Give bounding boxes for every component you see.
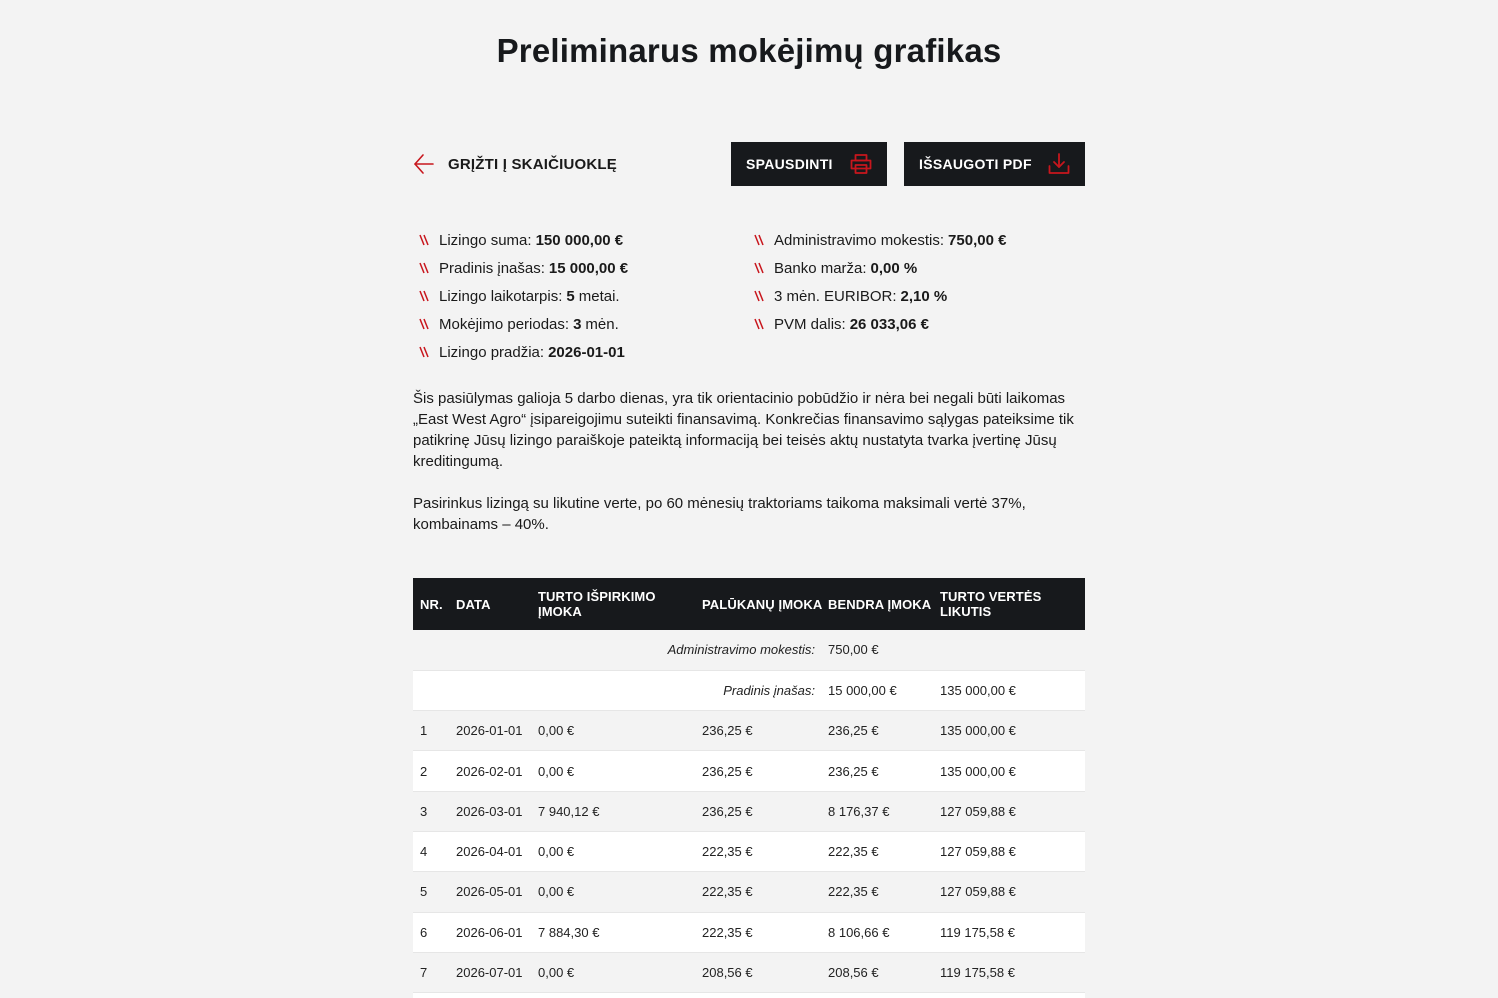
summary-value: 2,10 % <box>900 287 948 305</box>
cell-remaining: 119 175,58 € <box>940 912 1085 952</box>
summary-item <box>413 254 628 282</box>
table-row <box>413 912 1085 952</box>
toolbar <box>413 142 1085 186</box>
down-payment-remaining: 135 000,00 € <box>940 670 1085 710</box>
double-slash-bullet-icon <box>748 234 774 246</box>
cell-total: 208,56 € <box>828 952 940 992</box>
admin-fee-total: 750,00 € <box>828 630 940 670</box>
cell-remaining: 135 000,00 € <box>940 711 1085 751</box>
header-nr: NR. <box>413 578 456 630</box>
admin-fee-label: Administravimo mokestis: <box>413 630 828 670</box>
summary-item <box>748 254 1006 282</box>
cell-principal: 0,00 € <box>538 751 702 791</box>
page-title: Preliminarus mokėjimų grafikas <box>496 32 1002 69</box>
double-slash-bullet-icon <box>748 318 774 330</box>
cell-principal: 7 940,12 € <box>538 791 702 831</box>
down-payment-row <box>413 670 1085 710</box>
cell-nr: 3 <box>413 791 456 831</box>
cell-nr: 2 <box>413 751 456 791</box>
cell-total: 8 106,66 € <box>828 912 940 952</box>
summary-value: 2026-01-01 <box>548 343 625 361</box>
cell-interest: 222,35 € <box>702 831 828 871</box>
summary-item <box>748 282 1006 310</box>
cell-date: 2026-03-01 <box>456 791 538 831</box>
summary-item <box>413 226 628 254</box>
cell-date: 2026-07-01 <box>456 952 538 992</box>
cell-interest: 236,25 € <box>702 751 828 791</box>
payment-schedule-table <box>413 578 1085 998</box>
header-remaining: TURTO VERTĖS LIKUTIS <box>940 578 1085 630</box>
table-row <box>413 751 1085 791</box>
summary-column-left <box>413 226 628 366</box>
double-slash-bullet-icon <box>748 290 774 302</box>
summary-value: 750,00 € <box>948 231 1007 249</box>
cell-nr: 7 <box>413 952 456 992</box>
summary-label: Lizingo suma: <box>439 231 532 249</box>
cell-principal <box>538 993 702 998</box>
cell-date: 2026-02-01 <box>456 751 538 791</box>
cell-nr: 4 <box>413 831 456 871</box>
cell-interest: 222,35 € <box>702 872 828 912</box>
header-principal: TURTO IŠPIRKIMO ĮMOKA <box>538 578 702 630</box>
back-label: GRĮŽTI Į SKAIČIUOKLĘ <box>448 155 617 173</box>
summary-suffix: metai. <box>578 287 620 305</box>
summary-value: 150 000,00 € <box>535 231 624 249</box>
summary-label: Pradinis įnašas: <box>439 259 545 277</box>
cell-total: 222,35 € <box>828 831 940 871</box>
summary-value: 5 <box>566 287 575 305</box>
table-row <box>413 711 1085 751</box>
cell-principal: 0,00 € <box>538 952 702 992</box>
printer-icon <box>849 152 873 176</box>
cell-date <box>456 993 538 998</box>
cell-date: 2026-04-01 <box>456 831 538 871</box>
print-button[interactable] <box>731 142 887 186</box>
header-interest: PALŪKANŲ ĮMOKA <box>702 578 828 630</box>
summary-item <box>413 338 628 366</box>
summary-value: 0,00 % <box>870 259 918 277</box>
summary-label: Lizingo laikotarpis: <box>439 287 563 305</box>
summary-value: 26 033,06 € <box>849 315 929 333</box>
save-pdf-label: IŠSAUGOTI PDF <box>919 156 1032 172</box>
summary-value: 15 000,00 € <box>548 259 629 277</box>
cell-date: 2026-05-01 <box>456 872 538 912</box>
cell-remaining: 135 000,00 € <box>940 751 1085 791</box>
header-total: BENDRA ĮMOKA <box>828 578 940 630</box>
summary-label: Lizingo pradžia: <box>439 343 545 361</box>
cell-interest: 208,56 € <box>702 952 828 992</box>
cell-principal: 0,00 € <box>538 831 702 871</box>
cell-remaining: 127 059,88 € <box>940 831 1085 871</box>
cell-remaining <box>940 993 1085 998</box>
summary-item <box>413 282 628 310</box>
summary-label: Mokėjimo periodas: <box>439 315 570 333</box>
cell-remaining: 119 175,58 € <box>940 952 1085 992</box>
summary-item <box>748 310 1006 338</box>
down-payment-total: 15 000,00 € <box>828 670 940 710</box>
cell-remaining: 127 059,88 € <box>940 791 1085 831</box>
table-row <box>413 952 1085 992</box>
leasing-summary <box>413 226 1085 366</box>
cell-interest: 236,25 € <box>702 711 828 751</box>
cell-nr: 6 <box>413 912 456 952</box>
summary-label: Administravimo mokestis: <box>774 231 945 249</box>
admin-fee-remaining <box>940 630 1085 670</box>
table-row <box>413 993 1085 998</box>
cell-total: 222,35 € <box>828 872 940 912</box>
double-slash-bullet-icon <box>413 318 439 330</box>
table-row <box>413 791 1085 831</box>
disclaimer-paragraph: Šis pasiūlymas galioja 5 darbo dienas, yra tik orientacinio pobūdžio ir nėra bei negali būti laikomas „East West Agro“ įsipareigojimu suteikti finansavimą. Konkrečias finansavimo sąlygas pateiksime tik patikrinę Jūsų lizingo paraiškoje pateiktą informaciją bei teisės aktų nustatyta tvarka įvertinę Jūsų kreditingumą. <box>413 390 1074 470</box>
cell-nr: 5 <box>413 872 456 912</box>
double-slash-bullet-icon <box>413 234 439 246</box>
arrow-left-icon <box>413 153 435 175</box>
summary-label: 3 mėn. EURIBOR: <box>774 287 897 305</box>
summary-column-right <box>748 226 1006 338</box>
print-label: SPAUSDINTI <box>746 156 833 172</box>
summary-suffix: mėn. <box>585 315 619 333</box>
double-slash-bullet-icon <box>413 346 439 358</box>
table-header-row <box>413 578 1085 630</box>
cell-nr: 1 <box>413 711 456 751</box>
cell-interest <box>702 993 828 998</box>
summary-label: PVM dalis: <box>774 315 846 333</box>
cell-total: 236,25 € <box>828 711 940 751</box>
cell-interest: 222,35 € <box>702 912 828 952</box>
table-row <box>413 831 1085 871</box>
cell-principal: 0,00 € <box>538 711 702 751</box>
header-date: DATA <box>456 578 538 630</box>
download-icon <box>1047 152 1071 176</box>
cell-principal: 7 884,30 € <box>538 912 702 952</box>
table-row <box>413 872 1085 912</box>
double-slash-bullet-icon <box>413 290 439 302</box>
cell-total: 236,25 € <box>828 751 940 791</box>
cell-remaining: 127 059,88 € <box>940 872 1085 912</box>
down-payment-label: Pradinis įnašas: <box>413 670 828 710</box>
summary-label: Banko marža: <box>774 259 867 277</box>
cell-interest: 236,25 € <box>702 791 828 831</box>
cell-nr <box>413 993 456 998</box>
residual-value-note: Pasirinkus lizingą su likutine verte, po 60 mėnesių traktoriams taikoma maksimali vertė 37%, kombainams – 40%. <box>413 495 1026 533</box>
double-slash-bullet-icon <box>748 262 774 274</box>
cell-date: 2026-01-01 <box>456 711 538 751</box>
cell-total: 8 176,37 € <box>828 791 940 831</box>
double-slash-bullet-icon <box>413 262 439 274</box>
save-pdf-button[interactable] <box>904 142 1085 186</box>
summary-item <box>748 226 1006 254</box>
admin-fee-row <box>413 630 1085 670</box>
cell-principal: 0,00 € <box>538 872 702 912</box>
summary-value: 3 <box>573 315 582 333</box>
cell-total <box>828 993 940 998</box>
back-to-calculator-link[interactable] <box>413 142 617 186</box>
cell-date: 2026-06-01 <box>456 912 538 952</box>
summary-item <box>413 310 628 338</box>
